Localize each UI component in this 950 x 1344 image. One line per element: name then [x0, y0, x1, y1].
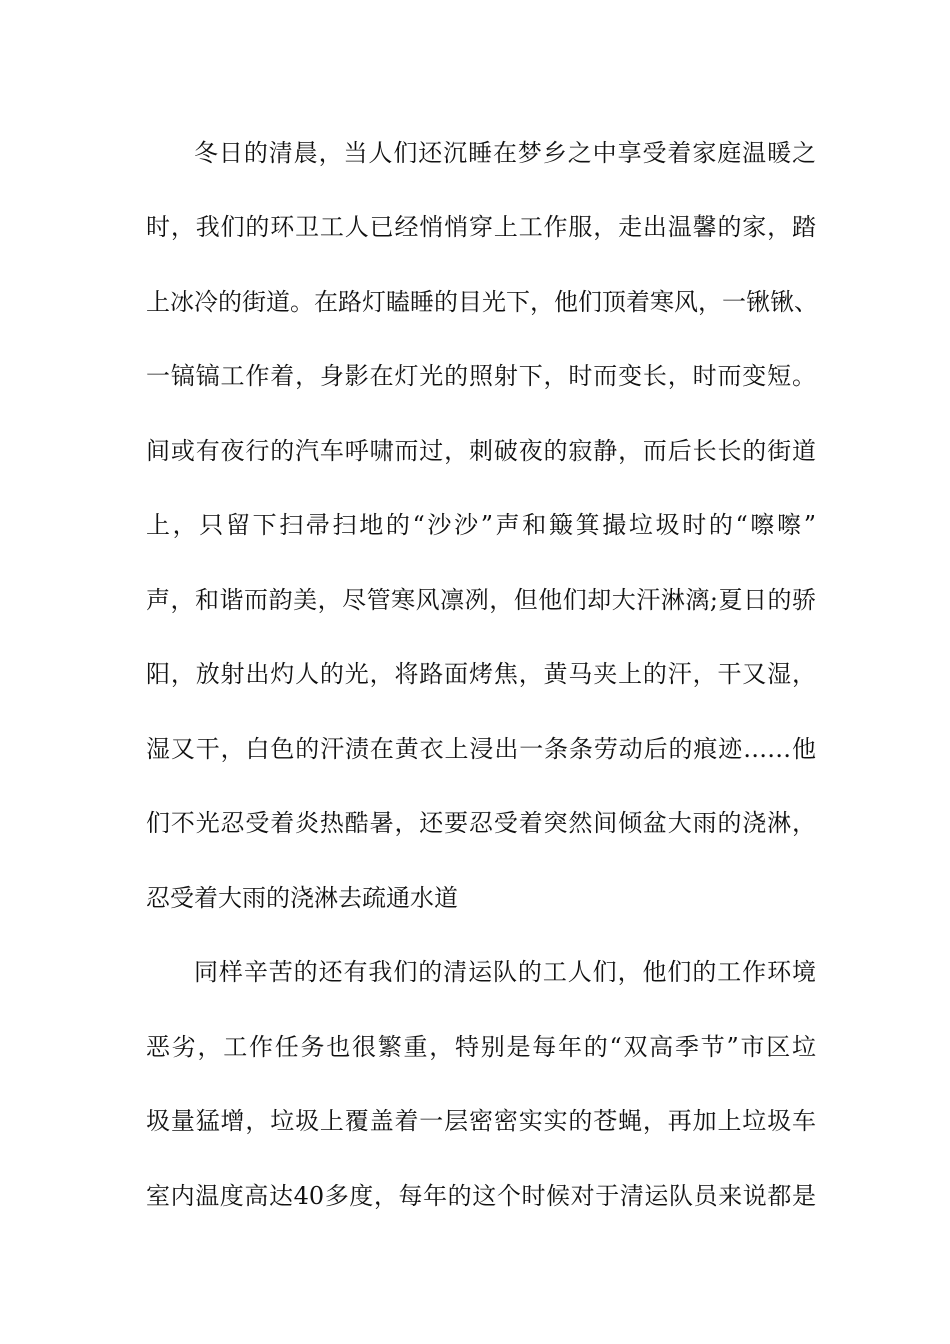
paragraph-1-line-2: 时，我们的环卫工人已经悄悄穿上工作服，走出温馨的家，踏: [146, 213, 816, 241]
paragraph-1-line-11: 忍受着大雨的浇淋去疏通水道: [146, 884, 458, 912]
paragraph-2-line-4: 室内温度高达40多度，每年的这个时候对于清运队员来说都是: [146, 1182, 816, 1210]
paragraph-2-line-2: 恶劣，工作任务也很繁重，特别是每年的“双高季节”市区垃: [146, 1033, 816, 1061]
paragraph-2-line-3: 圾量猛增，垃圾上覆盖着一层密密实实的苍蝇，再加上垃圾车: [146, 1107, 816, 1135]
paragraph-1-line-8: 阳，放射出灼人的光，将路面烤焦，黄马夹上的汗，干又湿，: [146, 660, 816, 688]
paragraph-1-line-7: 声，和谐而韵美，尽管寒风凛冽，但他们却大汗淋漓;夏日的骄: [146, 586, 816, 614]
paragraph-2-line-1: 同样辛苦的还有我们的清运队的工人们，他们的工作环境: [194, 958, 816, 986]
paragraph-1-line-9: 湿又干，白色的汗渍在黄衣上浸出一条条劳动后的痕迹……他: [146, 735, 816, 763]
paragraph-1-line-1: 冬日的清晨，当人们还沉睡在梦乡之中享受着家庭温暖之: [194, 139, 816, 167]
paragraph-1-line-10: 们不光忍受着炎热酷暑，还要忍受着突然间倾盆大雨的浇淋，: [146, 809, 816, 837]
paragraph-1-line-5: 间或有夜行的汽车呼啸而过，刺破夜的寂静，而后长长的街道: [146, 437, 816, 465]
paragraph-1-line-3: 上冰冷的街道。在路灯瞌睡的目光下，他们顶着寒风，一锹锹、: [146, 288, 818, 316]
paragraph-1-line-6: 上，只留下扫帚扫地的“沙沙”声和簸箕撮垃圾时的“嚓嚓”: [146, 511, 816, 539]
paragraph-1-line-4: 一镐镐工作着，身影在灯光的照射下，时而变长，时而变短。: [146, 362, 816, 390]
